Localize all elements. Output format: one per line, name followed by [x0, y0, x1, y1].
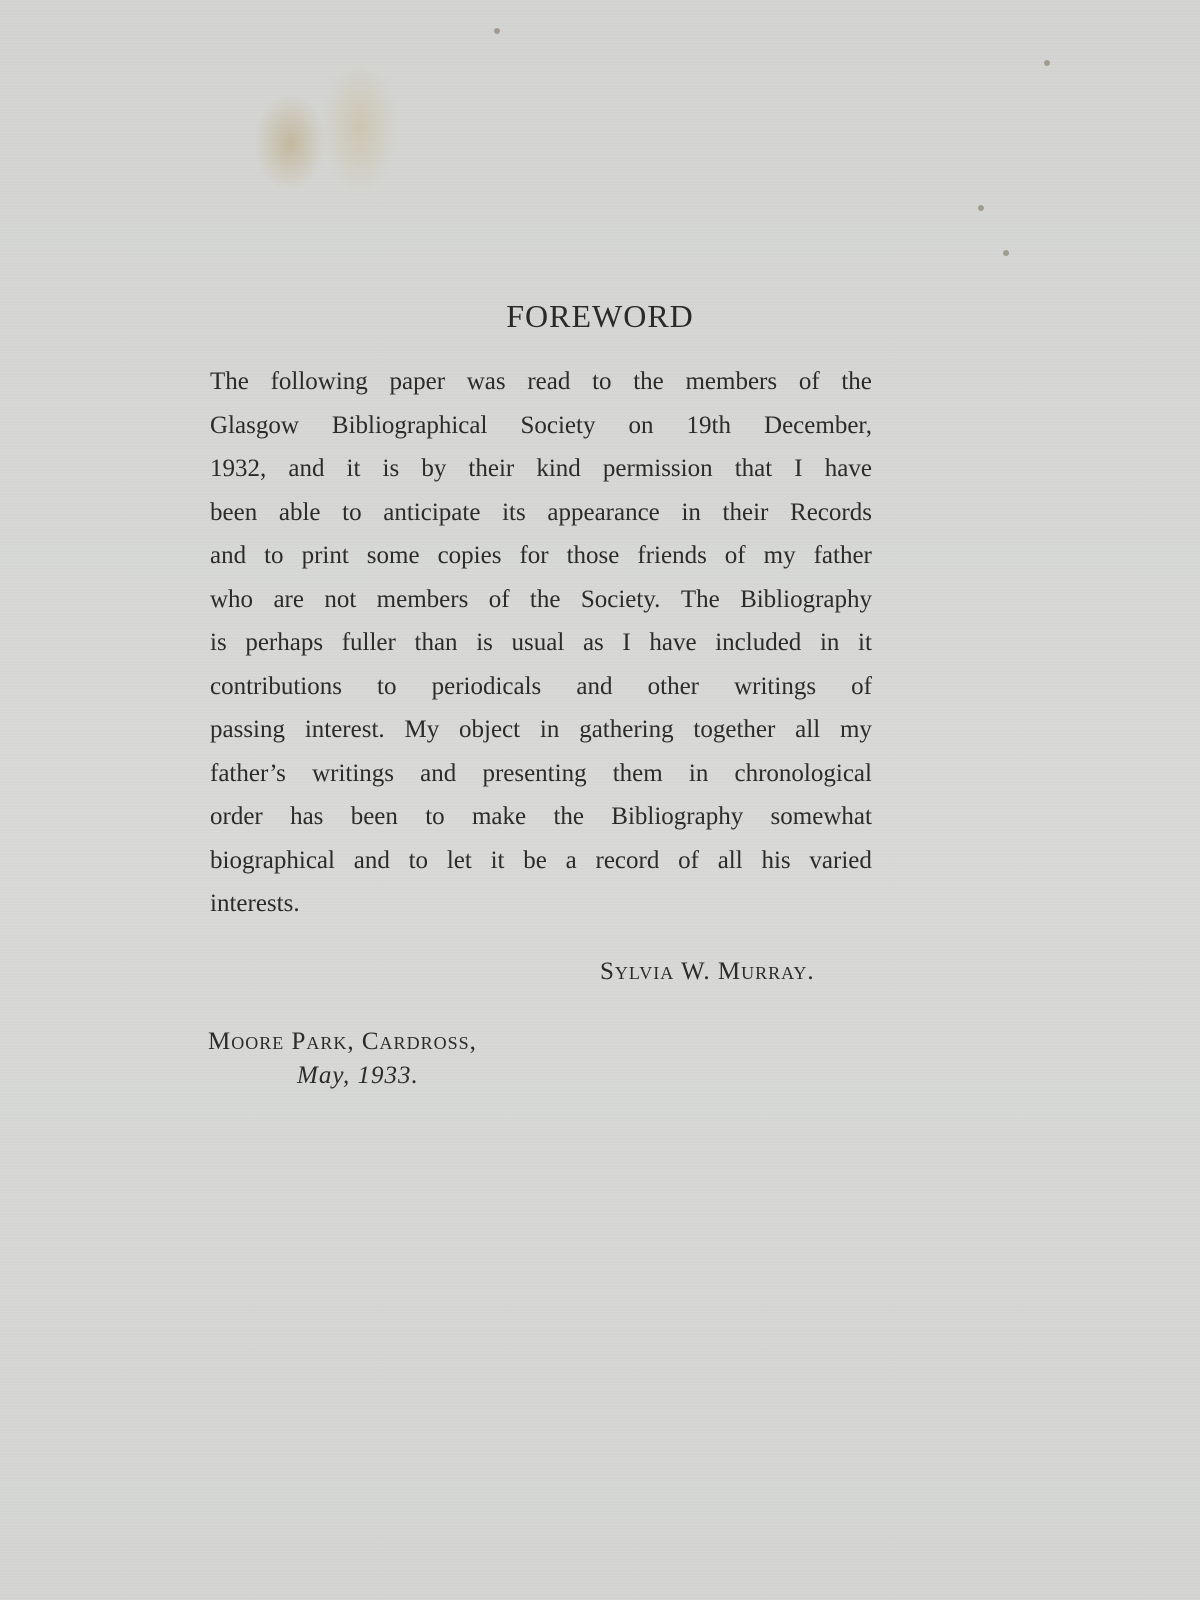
word: 1932, [210, 455, 267, 482]
word: chronological [734, 759, 872, 787]
word: The [680, 585, 720, 613]
word: as [582, 629, 604, 656]
word: kind [536, 455, 581, 482]
word: copies [437, 542, 502, 569]
word: let [446, 846, 472, 874]
paper-speck [978, 205, 984, 211]
word: of [488, 585, 510, 613]
word: Bibliography [740, 585, 872, 613]
word: and [576, 672, 613, 700]
paper-speck [1044, 60, 1050, 66]
text-line [210, 360, 872, 404]
word: his [761, 846, 791, 874]
word: read [527, 368, 571, 395]
word: members [376, 585, 469, 613]
word: father [813, 542, 872, 569]
word: by [421, 455, 447, 482]
word: the [841, 368, 872, 395]
foreword-paragraph [210, 360, 872, 926]
text-line [210, 665, 872, 709]
word: of [724, 542, 746, 569]
word: biographical [210, 846, 335, 874]
page-title: FOREWORD [506, 298, 694, 334]
word: and [210, 542, 247, 569]
word: presenting [482, 759, 587, 787]
word: to [592, 368, 612, 395]
word: my [763, 542, 796, 569]
word: it [858, 629, 872, 656]
date-line: May, 1933. [297, 1062, 419, 1089]
word: anticipate [383, 498, 481, 526]
text-line [210, 708, 872, 752]
word: together [693, 716, 776, 743]
word: passing [210, 716, 285, 743]
word: writings [734, 672, 817, 700]
word: writings [312, 759, 395, 787]
word: is [476, 629, 493, 656]
word: permission [602, 455, 713, 482]
text-line [210, 491, 872, 535]
word: somewhat [770, 803, 872, 830]
word: Glasgow [210, 411, 299, 439]
text-line [210, 578, 872, 622]
place-line: Moore Park, Cardross, [208, 1028, 477, 1055]
paper-speck [1003, 250, 1009, 256]
text-line [210, 752, 872, 796]
word: in [688, 759, 709, 787]
word: contributions [210, 672, 342, 700]
word: December, [764, 411, 872, 439]
word: it [346, 455, 361, 482]
word: to [342, 498, 362, 526]
word: to [425, 803, 445, 830]
word: in [819, 629, 840, 656]
word: able [278, 498, 321, 526]
word: make [471, 803, 527, 830]
word: of [798, 368, 820, 395]
word: object [459, 716, 521, 743]
word: is [382, 455, 400, 482]
text-line [210, 534, 872, 578]
word: Bibliographical [331, 411, 488, 439]
word: I [622, 629, 631, 656]
word: all [717, 846, 743, 874]
paper-speck [494, 28, 500, 34]
word: their [722, 498, 769, 526]
word: friends [637, 542, 707, 569]
word: periodicals [431, 672, 542, 700]
word: is [210, 629, 227, 656]
word: them [612, 759, 663, 787]
word: than [414, 629, 458, 656]
word: the [553, 803, 584, 830]
word: Society. [580, 585, 661, 613]
word: varied [809, 846, 872, 874]
word: a [565, 846, 577, 874]
word: gathering [579, 716, 674, 743]
word: father’s [210, 759, 286, 787]
word: 19th [686, 411, 731, 439]
text-line [210, 404, 872, 448]
word: my [839, 716, 872, 743]
paper-stain [255, 95, 325, 190]
word: other [647, 672, 699, 700]
word: it [490, 846, 505, 874]
author-signature: Sylvia W. Murray. [600, 958, 815, 985]
word: has [290, 803, 324, 830]
word: Records [790, 498, 872, 526]
word: been [350, 803, 398, 830]
word: all [795, 716, 821, 743]
word: to [264, 542, 284, 569]
word: are [273, 585, 304, 613]
text-line [210, 882, 872, 926]
word: in [539, 716, 560, 743]
word: the [633, 368, 664, 395]
word: not [324, 585, 357, 613]
word: have [649, 629, 697, 656]
word: and [288, 455, 325, 482]
text-line [210, 621, 872, 665]
word: some [366, 542, 420, 569]
word: I [794, 455, 803, 482]
word: those [566, 542, 620, 569]
word: perhaps [245, 629, 324, 656]
word: be [523, 846, 547, 874]
word: Society [520, 411, 596, 439]
word: following [270, 368, 368, 395]
word: usual [511, 629, 565, 656]
word: My [404, 716, 440, 743]
word: to [377, 672, 397, 700]
word: of [851, 672, 872, 700]
word: was [466, 368, 506, 395]
text-line [210, 839, 872, 883]
word: paper [389, 368, 446, 395]
word: on [628, 411, 654, 439]
word: interests. [210, 890, 300, 917]
word: that [734, 455, 773, 482]
word: order [210, 803, 263, 830]
word: its [502, 498, 526, 526]
text-line [210, 795, 872, 839]
word: and [353, 846, 390, 874]
word: print [301, 542, 349, 569]
word: for [519, 542, 549, 569]
text-line [210, 447, 872, 491]
word: and [420, 759, 457, 787]
word: record [595, 846, 660, 874]
word: included [715, 629, 802, 656]
word: interest. [304, 716, 385, 743]
word: Bibliography [611, 803, 744, 830]
word: The [210, 368, 249, 395]
word: fuller [341, 629, 396, 656]
word: to [408, 846, 429, 874]
word: in [681, 498, 701, 526]
word: who [210, 585, 254, 613]
word: their [468, 455, 515, 482]
word: appearance [547, 498, 660, 526]
word: been [210, 498, 258, 526]
word: have [824, 455, 872, 482]
word: the [529, 585, 561, 613]
word: members [685, 368, 778, 395]
word: of [678, 846, 699, 874]
